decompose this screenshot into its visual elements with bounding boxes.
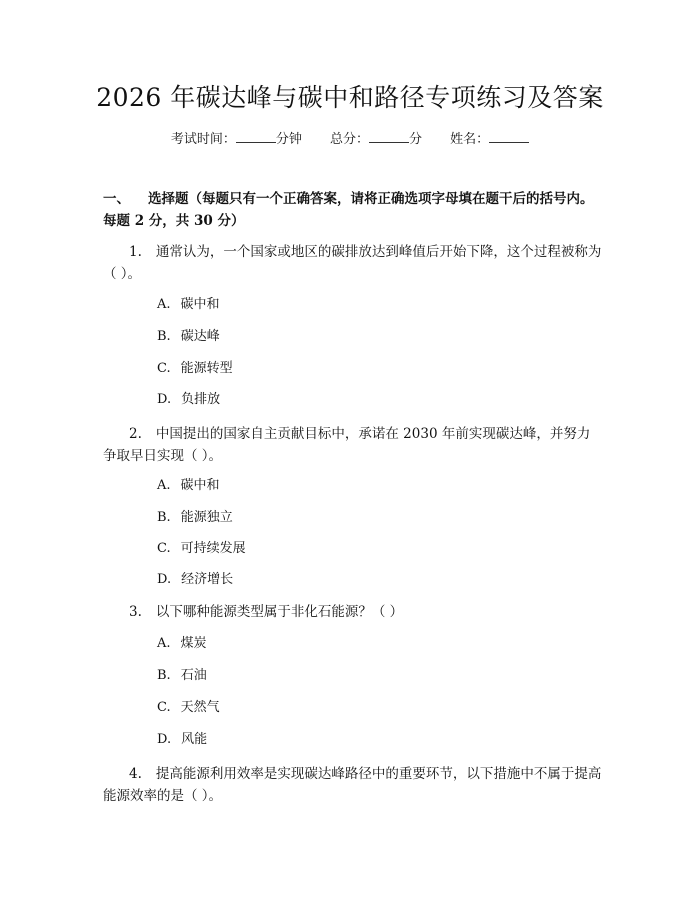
question-2-option-c[interactable] [157, 539, 246, 559]
option-letter: C. [157, 541, 171, 556]
question-3-option-d[interactable] [157, 730, 207, 750]
time-blank[interactable] [236, 129, 276, 143]
option-text: 碳中和 [180, 297, 220, 312]
option-text: 碳中和 [180, 478, 220, 493]
question-number: 2. [129, 426, 142, 442]
question-1-option-d[interactable] [157, 390, 220, 410]
question-1-option-b[interactable] [157, 327, 220, 347]
option-text: 石油 [180, 668, 207, 683]
exam-score [330, 129, 422, 151]
option-letter: D. [157, 732, 172, 747]
option-letter: C. [157, 361, 171, 376]
question-3-option-b[interactable] [157, 666, 207, 686]
option-letter: B. [157, 668, 171, 683]
question-number: 4. [129, 766, 142, 782]
option-text: 煤炭 [180, 636, 207, 651]
section-heading [103, 188, 603, 232]
option-text: 天然气 [180, 700, 220, 715]
name-label: 姓名： [450, 132, 490, 147]
option-letter: D. [157, 392, 172, 407]
question-2-option-b[interactable] [157, 508, 233, 528]
question-2-option-d[interactable] [157, 570, 233, 590]
question-4 [103, 763, 603, 807]
option-text: 可持续发展 [180, 541, 246, 556]
question-1 [103, 241, 603, 285]
option-letter: A. [157, 636, 171, 651]
question-2 [103, 423, 603, 467]
question-2-option-a[interactable] [157, 476, 220, 496]
page-title: 2026 年碳达峰与碳中和路径专项练习及答案 [96, 83, 604, 112]
exam-name [450, 129, 529, 151]
question-1-option-a[interactable] [157, 295, 220, 315]
option-letter: B. [157, 510, 171, 525]
question-stem: 提高能源利用效率是实现碳达峰路径中的重要环节，以下措施中不属于提高能源效率的是（ ）。 [103, 766, 602, 804]
question-number: 1. [129, 244, 142, 260]
section-number: 一、 [103, 191, 130, 207]
option-letter: C. [157, 700, 171, 715]
option-text: 碳达峰 [180, 329, 220, 344]
question-stem: 以下哪种能源类型属于非化石能源？（ ） [155, 604, 404, 620]
option-text: 能源独立 [180, 510, 233, 525]
question-number: 3. [129, 604, 142, 620]
question-3 [103, 601, 603, 623]
option-text: 经济增长 [181, 572, 234, 587]
score-blank[interactable] [369, 129, 409, 143]
question-3-option-a[interactable] [157, 634, 207, 654]
question-stem: 中国提出的国家自主贡献目标中，承诺在 2030 年前实现碳达峰，并努力争取早日实现（ ）。 [103, 426, 591, 464]
question-stem: 通常认为，一个国家或地区的碳排放达到峰值后开始下降，这个过程被称为（ ）。 [103, 244, 602, 282]
section-text: 选择题（每题只有一个正确答案，请将正确选项字母填在题干后的括号内。每题 2 分，共 30 分） [103, 191, 594, 229]
option-letter: A. [157, 297, 171, 312]
option-text: 负排放 [181, 392, 221, 407]
question-3-option-c[interactable] [157, 698, 220, 718]
time-label: 考试时间： [170, 132, 236, 147]
exam-time [171, 129, 302, 151]
name-blank[interactable] [489, 129, 529, 143]
option-text: 能源转型 [180, 361, 233, 376]
time-unit: 分钟 [275, 132, 302, 147]
exam-meta [0, 129, 700, 151]
option-letter: D. [157, 572, 172, 587]
option-letter: A. [157, 478, 171, 493]
option-letter: B. [157, 329, 171, 344]
score-unit: 分 [409, 132, 423, 147]
score-label: 总分： [329, 132, 369, 147]
option-text: 风能 [181, 732, 208, 747]
question-1-option-c[interactable] [157, 359, 233, 379]
